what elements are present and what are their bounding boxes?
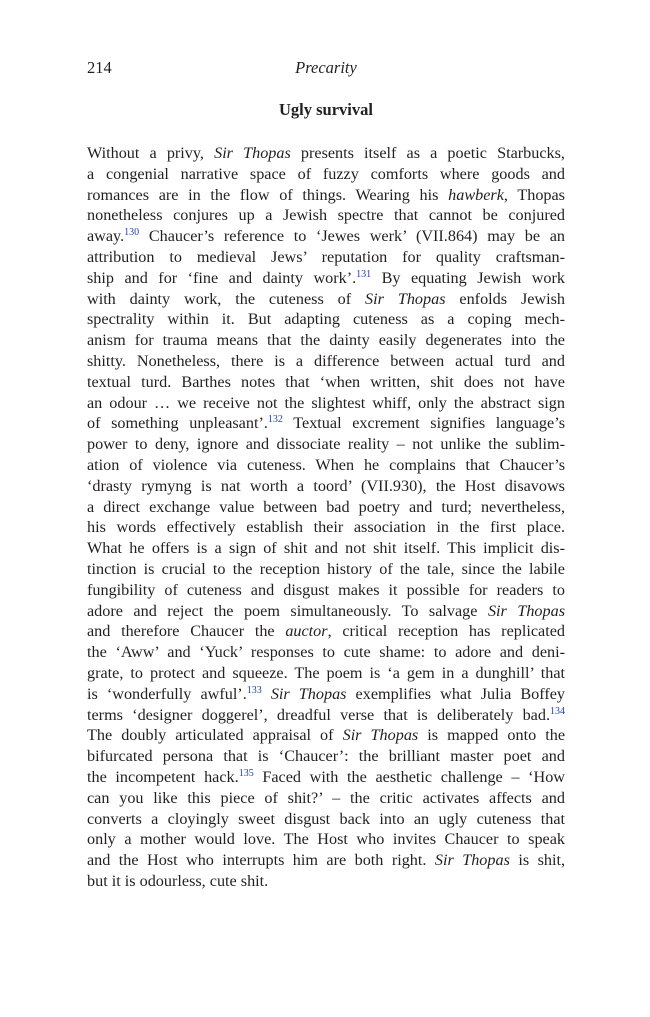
body-paragraph (87, 143, 565, 892)
text-line (87, 829, 565, 850)
text-line (87, 226, 565, 247)
italic-text: Sir Thopas (342, 726, 419, 745)
text-line (87, 205, 565, 226)
text-run: power to deny, ignore and dissociate reality – not unlike the sublim- (87, 435, 565, 454)
text-run: fungibility of cuteness and disgust makes it possible for readers to (87, 580, 565, 599)
text-run: away. (87, 227, 125, 246)
text-run: terms ‘designer doggerel’, dreadful verse that is deliberately bad. (87, 705, 550, 724)
text-run: shitty. Nonetheless, there is a difference between actual turd and (87, 351, 565, 370)
text-run: Textual excrement signifies language’s (282, 414, 566, 433)
footnote-marker[interactable]: 132 (267, 414, 283, 426)
text-run: The doubly articulated appraisal of (87, 726, 343, 745)
text-run: , critical reception has replicated (327, 622, 565, 641)
text-line (87, 788, 565, 809)
text-line (87, 143, 565, 164)
text-line (87, 413, 565, 434)
text-run: can you like this piece of shit?’ – the critic activates affects and (87, 788, 565, 807)
text-run: but it is odourless, cute shit. (87, 871, 269, 890)
text-run: is ‘wonderfully awful’. (87, 684, 247, 703)
text-run: presents itself as a poetic Starbucks, (290, 144, 565, 162)
text-line (87, 725, 565, 746)
text-run: What he offers is a sign of shit and not shit itself. This implicit dis- (87, 539, 565, 558)
text-run: textual turd. Barthes notes that ‘when written, shit does not have (87, 372, 565, 391)
text-line (87, 642, 565, 663)
text-run: of something unpleasant’. (87, 414, 268, 433)
text-line (87, 705, 565, 726)
text-run: anism for trauma means that the dainty easily degenerates into the (87, 331, 565, 350)
text-line (87, 393, 565, 414)
running-head (87, 57, 565, 79)
text-line (87, 663, 565, 684)
text-line (87, 330, 565, 351)
text-run: ation of violence via cuteness. When he complains that Chaucer’s (87, 455, 565, 474)
text-run: converts a cloyingly sweet disgust back into an ugly cuteness that (87, 809, 565, 828)
text-line (87, 559, 565, 580)
text-run: exemplifies what Julia Boffey (346, 684, 565, 703)
text-run: attribution to medieval Jews’ reputation for quality craftsman- (87, 247, 565, 266)
text-run: nonetheless conjures up a Jewish spectre that cannot be conjured (87, 206, 565, 225)
text-line (87, 538, 565, 559)
text-line (87, 621, 565, 642)
text-run: enfolds Jewish (445, 289, 566, 308)
text-run: spectrality within it. But adapting cuteness as a coping mech- (87, 310, 565, 329)
text-run: adore and reject the poem simultaneously. To salvage (87, 601, 488, 620)
text-line (87, 517, 565, 538)
footnote-marker[interactable]: 134 (550, 705, 565, 717)
running-title: Precarity (295, 58, 357, 77)
text-line (87, 601, 565, 622)
italic-text: hawberk (448, 185, 504, 204)
text-run: romances are in the flow of things. Wearing his (87, 185, 449, 204)
text-run: bifurcated persona that is ‘Chaucer’: the brilliant master poet and (87, 747, 565, 766)
text-line (87, 434, 565, 455)
text-run: and therefore Chaucer the (87, 622, 286, 641)
text-run: with dainty work, the cuteness of (87, 289, 366, 308)
text-run: Faced with the aesthetic challenge – ‘How (253, 767, 565, 786)
text-line (87, 746, 565, 767)
text-line (87, 185, 565, 206)
text-run: a direct exchange value between bad poetry and turd; nevertheless, (87, 497, 565, 516)
text-line (87, 351, 565, 372)
text-line (87, 684, 565, 705)
text-run: grate, to protect and squeeze. The poem is ‘a gem in a dunghill’ that (87, 663, 565, 682)
text-line (87, 247, 565, 268)
text-line (87, 767, 565, 788)
text-run: By equating Jewish work (371, 268, 566, 287)
italic-text: Sir Thopas (487, 601, 566, 620)
text-run: the ‘Aww’ and ‘Yuck’ responses to cute shame: to adore and deni- (87, 643, 565, 662)
text-run: Chaucer’s reference to ‘Jewes werk’ (VII.864) may be an (139, 227, 565, 246)
text-line (87, 476, 565, 497)
text-line (87, 580, 565, 601)
italic-text: Sir Thopas (270, 684, 347, 703)
text-run: ship and for ‘fine and dainty work’. (87, 268, 357, 287)
text-line (87, 809, 565, 830)
text-line (87, 850, 565, 871)
text-line (87, 497, 565, 518)
text-run (262, 685, 271, 703)
text-run: the incompetent hack. (87, 767, 239, 786)
text-run: a congenial narrative space of fuzzy comforts where goods and (87, 164, 565, 183)
footnote-marker[interactable]: 133 (246, 684, 262, 696)
page-number: 214 (87, 58, 112, 77)
text-run: ‘drasty rymyng is nat worth a toord’ (VII.930), the Host disavows (87, 476, 565, 495)
text-run: is shit, (509, 851, 566, 870)
italic-text: Sir Thopas (214, 144, 291, 162)
footnote-marker[interactable]: 130 (124, 227, 140, 239)
text-line (87, 309, 565, 330)
italic-text: auctor (285, 622, 328, 641)
text-line (87, 372, 565, 393)
section-heading: Ugly survival (279, 100, 373, 119)
text-line (87, 289, 565, 310)
text-run: an odour … we receive not the slightest whiff, only the abstract sign (87, 393, 565, 412)
text-line (87, 871, 565, 892)
text-line (87, 164, 565, 185)
footnote-marker[interactable]: 131 (356, 268, 372, 280)
text-run: tinction is crucial to the reception history of the tale, since the labile (87, 559, 565, 578)
text-run: his words effectively establish their association in the first place. (87, 518, 565, 537)
text-run: and the Host who interrupts him are both right. (87, 851, 435, 870)
text-run: only a mother would love. The Host who invites Chaucer to speak (87, 830, 565, 849)
italic-text: Sir Thopas (365, 289, 446, 308)
text-run: Without a privy, (87, 144, 215, 162)
text-line (87, 455, 565, 476)
text-line (87, 268, 565, 289)
text-run: is mapped onto the (418, 726, 565, 745)
text-run: , Thopas (503, 185, 565, 204)
footnote-marker[interactable]: 135 (238, 767, 254, 779)
italic-text: Sir Thopas (434, 851, 510, 870)
